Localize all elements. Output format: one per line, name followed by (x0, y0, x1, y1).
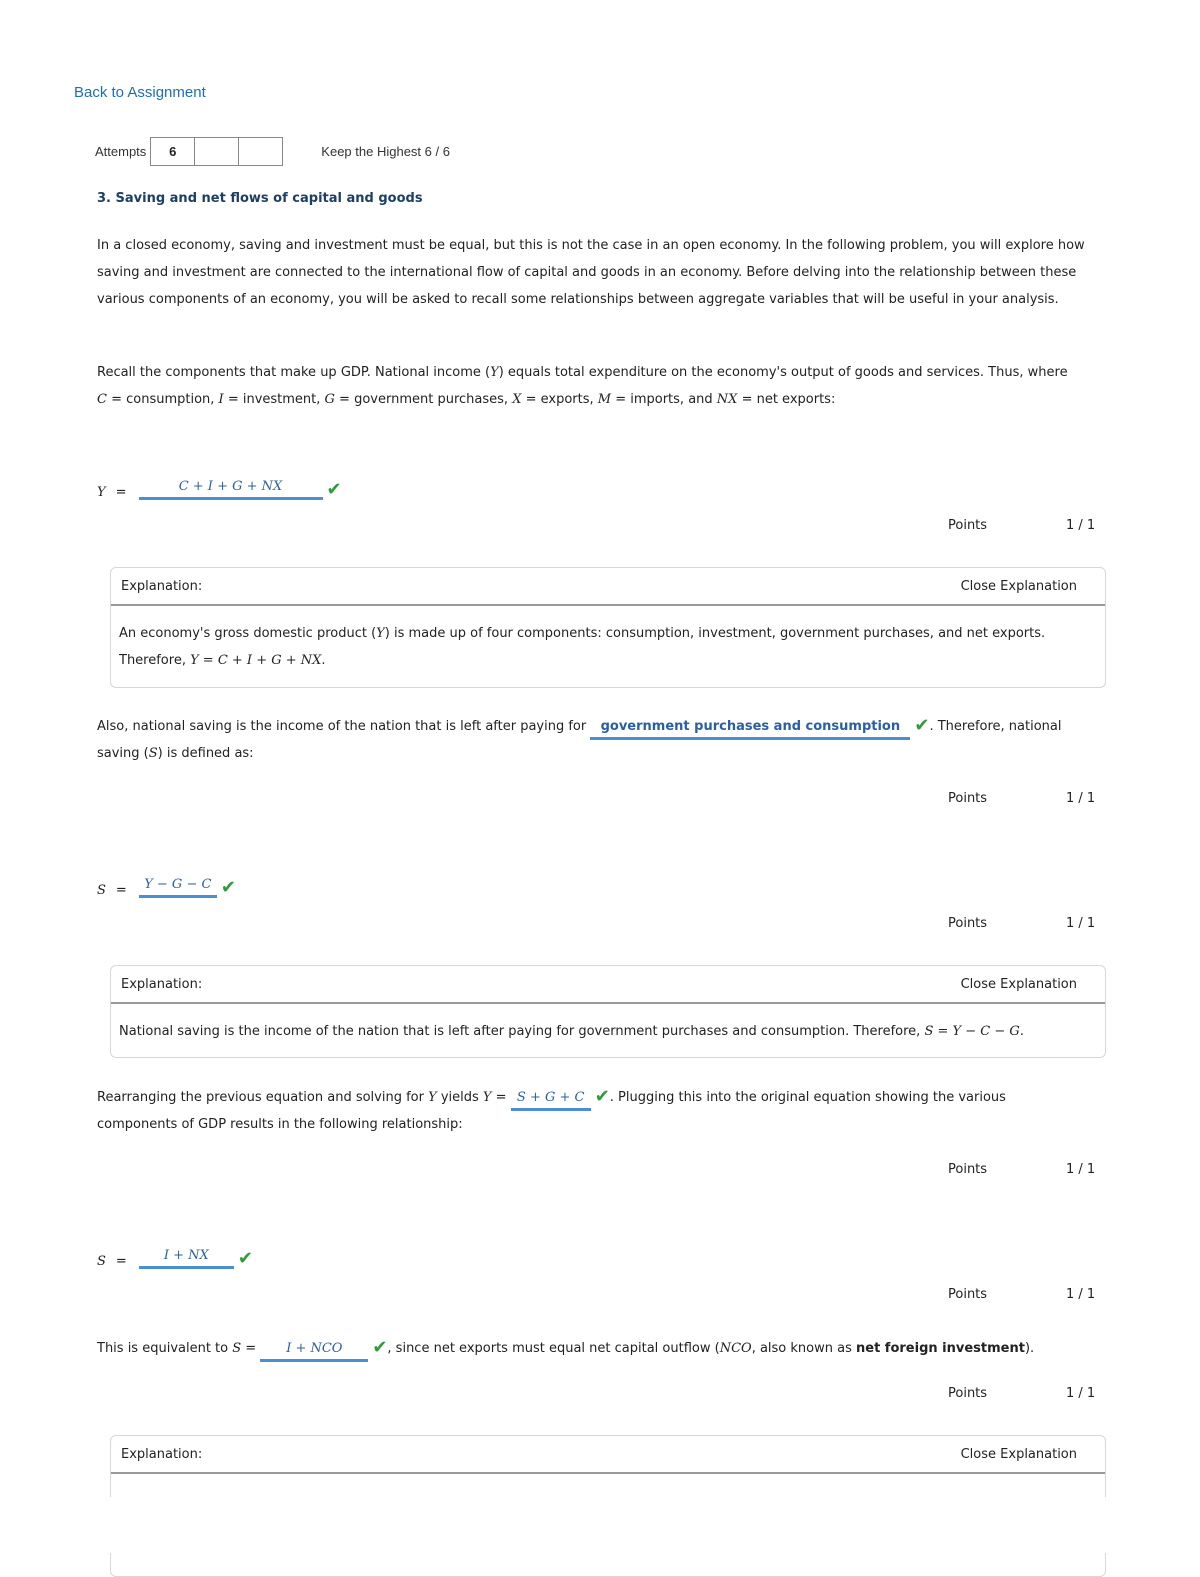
explanation-header (111, 568, 1105, 606)
expl2-text-a: National saving is the income of the nation that is left after paying for government purchases and consumption. Therefore, (119, 1024, 925, 1039)
check-icon: ✔ (326, 479, 342, 500)
expl1-formula: Y = C + I + G + NX (190, 653, 322, 668)
check-icon: ✔ (372, 1337, 388, 1358)
points-value: 1 / 1 (1066, 791, 1096, 806)
explanation-panel-2 (110, 965, 1106, 1058)
var-nx: NX (716, 392, 738, 407)
rearrange-text-a: Rearranging the previous equation and solving for (97, 1090, 429, 1105)
points-row-3 (948, 916, 1098, 931)
question-title: 3. Saving and net flows of capital and goods (97, 191, 423, 206)
recall-text-a: Recall the components that make up GDP. National income ( (97, 365, 491, 380)
explanation-header (111, 1436, 1105, 1474)
nco-text-c: , since net exports must equal net capital outflow ( (387, 1341, 720, 1356)
rearrange-paragraph (97, 1083, 1107, 1138)
expl1-text-a: An economy's gross domestic product ( (119, 626, 377, 641)
var-x: X (512, 392, 522, 407)
saving-text-a: Also, national saving is the income of the nation that is left after paying for (97, 719, 591, 734)
intro-paragraph: In a closed economy, saving and investment must be equal, but this is not the case in an open economy. In the following problem, you will explore how saving and investment are connected to the international flow of capital and goods in an economy. Before delving into the relationship between these various components of an economy, you will be asked to recall some relationships between aggregate variables that will be useful in your analysis. (97, 238, 1085, 307)
attempt-box-3 (238, 137, 283, 166)
def-nx: = net exports: (737, 392, 836, 407)
points-row-5 (948, 1287, 1098, 1302)
points-value: 1 / 1 (1066, 916, 1096, 931)
expl1-text-d: . (321, 653, 326, 668)
eq2-answer-field[interactable]: Y − G − C (139, 875, 217, 898)
eq2-equals: = (115, 883, 127, 898)
var-c: C (97, 392, 107, 407)
explanation-label: Explanation: (121, 976, 203, 992)
nco-var: S (232, 1341, 242, 1356)
eq2-lhs: S (97, 883, 106, 898)
saving-answer-field[interactable]: government purchases and consumption (590, 717, 910, 740)
explanation-body (111, 1004, 1105, 1057)
saving-text-c: saving ( (97, 746, 149, 761)
points-row-2 (948, 791, 1098, 806)
equation-1 (97, 477, 342, 500)
points-value: 1 / 1 (1066, 518, 1096, 533)
check-icon: ✔ (237, 1248, 253, 1269)
check-icon: ✔ (594, 1086, 610, 1107)
points-label: Points (948, 791, 988, 806)
eq1-equals: = (115, 485, 127, 500)
points-label: Points (948, 916, 988, 931)
rearrange-var: Y (428, 1090, 437, 1105)
nco-text-b: = (241, 1341, 261, 1356)
close-explanation-button[interactable]: Close Explanation (960, 1446, 1077, 1462)
points-label: Points (948, 1386, 988, 1401)
attempt-box-2 (194, 137, 239, 166)
keep-highest-label: Keep the Highest 6 / 6 (321, 144, 450, 159)
saving-paragraph (97, 712, 1107, 767)
expl1-var: Y (376, 626, 385, 641)
nco-text-d: , also known as (751, 1341, 856, 1356)
def-i: = investment, (223, 392, 325, 407)
nco-bold-term: net foreign investment (856, 1341, 1025, 1356)
expl1-text-b: ) is made up of four components: consumption, investment, government purchases, and net exports. (384, 626, 1046, 641)
rearrange-text-b: yields (436, 1090, 483, 1105)
check-icon: ✔ (914, 715, 930, 736)
eq3-equals: = (115, 1254, 127, 1269)
eq1-answer-field[interactable]: C + I + G + NX (139, 477, 323, 500)
rearrange-text-d: . Plugging this into the original equation showing the various (609, 1090, 1006, 1105)
explanation-label: Explanation: (121, 1446, 203, 1462)
attempt-box-1: 6 (150, 137, 195, 166)
points-row-4 (948, 1162, 1098, 1177)
eq1-lhs: Y (97, 485, 106, 500)
recall-paragraph (97, 359, 1107, 413)
rearrange-text-e: components of GDP results in the following relationship: (97, 1117, 463, 1132)
rearrange-answer-field[interactable]: S + G + C (511, 1088, 591, 1111)
explanation-label: Explanation: (121, 578, 203, 594)
rearrange-text-c: = (491, 1090, 511, 1105)
rearrange-var2: Y (482, 1090, 492, 1105)
points-label: Points (948, 518, 988, 533)
check-icon: ✔ (220, 877, 236, 898)
equation-3 (97, 1246, 253, 1269)
equation-2 (97, 875, 236, 898)
expl2-formula: S = Y − C − G (924, 1024, 1020, 1039)
close-explanation-button[interactable]: Close Explanation (960, 578, 1077, 594)
saving-text-b: . Therefore, national (929, 719, 1062, 734)
var-i: I (218, 392, 224, 407)
saving-text-d: ) is defined as: (157, 746, 254, 761)
explanation-panel-1 (110, 567, 1106, 688)
def-x: = exports, (521, 392, 598, 407)
nco-paragraph (97, 1334, 1177, 1362)
def-g: = government purchases, (334, 392, 513, 407)
var-y: Y (490, 365, 499, 380)
def-m: = imports, and (611, 392, 717, 407)
expl2-text-b: . (1019, 1024, 1024, 1039)
var-m: M (597, 392, 612, 407)
points-value: 1 / 1 (1066, 1287, 1096, 1302)
attempts-row (95, 137, 450, 166)
var-g: G (324, 392, 335, 407)
def-c: = consumption, (106, 392, 219, 407)
page-bottom-mask (0, 1497, 1200, 1553)
points-label: Points (948, 1162, 988, 1177)
nco-var2: NCO (719, 1341, 752, 1356)
recall-text-b: ) equals total expenditure on the economy's output of goods and services. Thus, where (498, 365, 1068, 380)
attempts-label: Attempts (95, 144, 147, 159)
nco-answer-field[interactable]: I + NCO (260, 1339, 368, 1362)
points-row-6 (948, 1386, 1098, 1401)
explanation-body (111, 606, 1105, 686)
expl1-text-c: Therefore, (119, 653, 191, 668)
saving-var: S (148, 746, 158, 761)
points-value: 1 / 1 (1066, 1386, 1096, 1401)
points-value: 1 / 1 (1066, 1162, 1096, 1177)
eq3-answer-field[interactable]: I + NX (139, 1246, 234, 1269)
nco-text-e: ). (1024, 1341, 1035, 1356)
eq3-lhs: S (97, 1254, 106, 1269)
back-to-assignment-link[interactable]: Back to Assignment (74, 84, 206, 101)
points-row-1 (948, 518, 1098, 533)
close-explanation-button[interactable]: Close Explanation (960, 976, 1077, 992)
points-label: Points (948, 1287, 988, 1302)
explanation-header (111, 966, 1105, 1004)
nco-text-a: This is equivalent to (97, 1341, 233, 1356)
